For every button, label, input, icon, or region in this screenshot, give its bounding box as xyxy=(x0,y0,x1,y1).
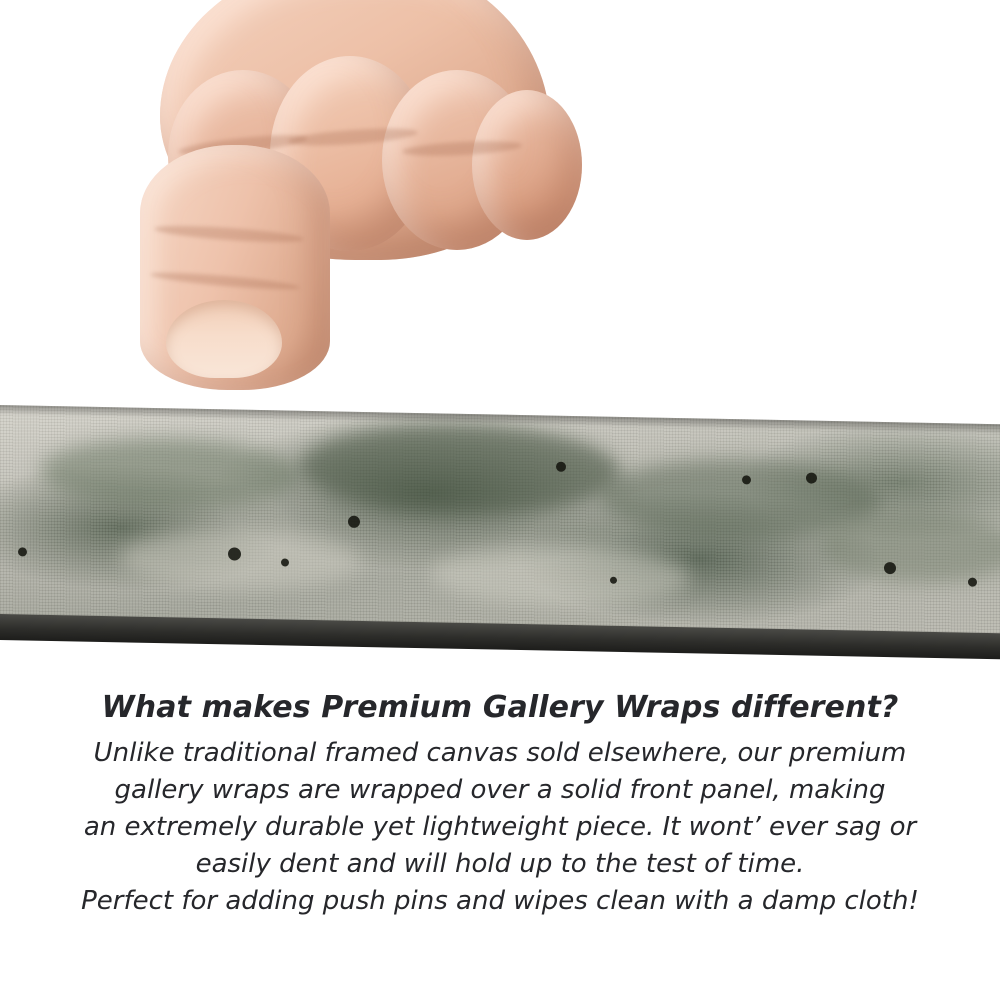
canvas-speck xyxy=(348,516,360,528)
caption-body xyxy=(0,735,1000,920)
canvas-texture-smudge xyxy=(300,421,620,517)
canvas-speck xyxy=(742,475,751,484)
canvas-texture-smudge xyxy=(120,527,360,592)
caption-line: Unlike traditional framed canvas sold elsewhere, our premium xyxy=(93,738,907,768)
canvas-speck xyxy=(228,547,241,560)
canvas-speck xyxy=(281,558,289,566)
caption-heading: What makes Premium Gallery Wraps different? xyxy=(101,690,899,725)
fingernail xyxy=(166,300,282,378)
hand-graphic xyxy=(120,0,580,420)
caption-line: gallery wraps are wrapped over a solid front panel, making xyxy=(114,774,886,805)
canvas-speck xyxy=(610,577,617,584)
caption-block xyxy=(0,690,1000,920)
canvas-texture-smudge xyxy=(820,511,1000,585)
canvas-speck xyxy=(18,547,27,556)
caption-line: easily dent and will hold up to the test of time. xyxy=(195,848,805,879)
caption-line: Perfect for adding push pins and wipes clean with a damp cloth! xyxy=(81,885,919,916)
canvas-texture-smudge xyxy=(430,543,690,608)
knuckle-4 xyxy=(472,90,582,240)
caption-line: an extremely durable yet lightweight piece. It wont’ ever sag or xyxy=(83,811,917,842)
canvas-speck xyxy=(806,472,817,483)
canvas-speck xyxy=(968,578,977,587)
canvas-texture-smudge xyxy=(40,436,300,511)
canvas-speck xyxy=(556,462,566,472)
canvas-speck xyxy=(884,562,896,574)
canvas-wrap-edge xyxy=(0,405,1000,639)
